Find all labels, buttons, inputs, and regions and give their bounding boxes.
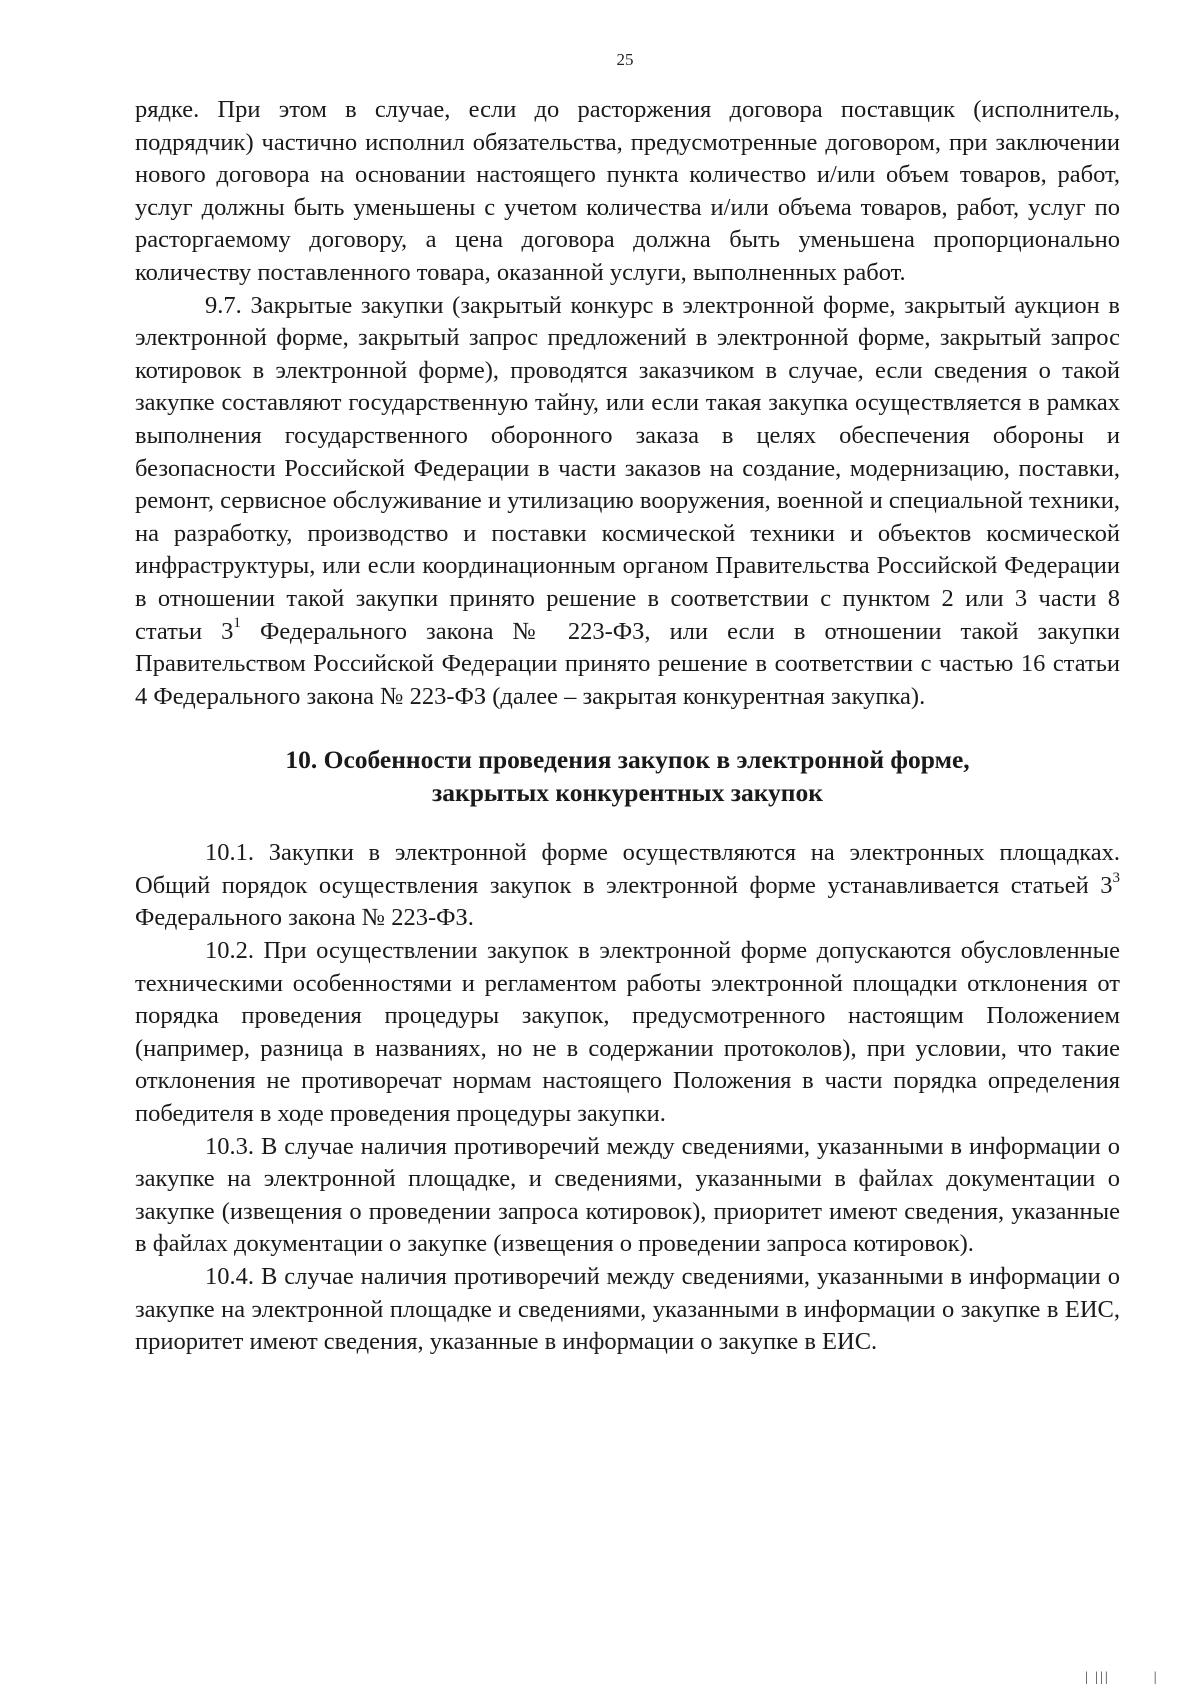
- paragraph-9-7-superscript: 1: [233, 615, 241, 632]
- paragraph-10-1: [135, 837, 1120, 935]
- paragraph-10-4: 10.4. В случае наличия противоречий между сведениями, указанными в информации о закупке на электронной площадке и сведениями, указанными в информации о закупке в ЕИС, приоритет имеют сведения, указанные в информации о закупке в ЕИС.: [135, 1263, 1120, 1356]
- paragraph-9-7: [135, 290, 1120, 714]
- paragraph-10-1-text-after: Федерального закона № 223-ФЗ.: [135, 904, 474, 932]
- paragraph-continuation: рядке. При этом в случае, если до расторжения договора поставщик (исполнитель, подрядчик) частично исполнил обязательства, предусмотренные договором, при заключении нового договора на основании настоящего пункта количество и/или объем товаров, работ, услуг должны быть уменьшены с учетом количества и/или объема товаров, работ, услуг по расторгаемому договору, а цена договора должна быть уменьшена пропорционально количеству поставленного товара, оказанной услуги, выполненных работ.: [135, 96, 1120, 286]
- section-10-title-line1: 10. Особенности проведения закупок в электронной форме,: [285, 745, 970, 775]
- section-10-title: [135, 743, 1120, 809]
- paragraph-9-7-text-before: 9.7. Закрытые закупки (закрытый конкурс в электронной форме, закрытый аукцион в электронной форме, закрытый запрос предложений в электронной форме, закрытый запрос котировок в электронной форме), проводятся заказчиком в случае, если сведения о такой закупке составляют государственную тайну, или если такая закупка осуществляется в рамках выполнения государственного оборонного заказа в целях обеспечения обороны и безопасности Российской Федерации в части заказов на создание, модернизацию, поставки, ремонт, сервисное обслуживание и утилизацию вооружения, военной и специальной техники, на разработку, производство и поставки космической техники и объектов космической инфраструктуры, или если координационным органом Правительства Российской Федерации в отношении такой закупки принято решение в соответствии с пунктом 2 или 3 части 8 статьи 3: [135, 291, 1120, 645]
- paragraph-10-3: 10.3. В случае наличия противоречий между сведениями, указанными в информации о закупке на электронной площадке, и сведениями, указанными в файлах документации о закупке (извещения о проведении запроса котировок), приоритет имеют сведения, указанные в файлах документации о закупке (извещения о проведении запроса котировок).: [135, 1132, 1120, 1258]
- section-10-title-line2: закрытых конкурентных закупок: [432, 778, 823, 808]
- paragraph-10-1-text-before: 10.1. Закупки в электронной форме осуществляются на электронных площадках. Общий порядок осуществления закупок в электронной форме устанавливается статьей 3: [135, 839, 1120, 899]
- scan-artifact-marks: | ||| |: [1085, 1670, 1159, 1685]
- paragraph-9-7-text-after: Федерального закона № 223-ФЗ, или если в отношении такой закупки Правительством Российской Федерации принято решение в соответствии с частью 16 статьи 4 Федерального закона № 223-ФЗ (далее – закрытая конкурентная закупка).: [135, 617, 1120, 710]
- page-number: 25: [616, 50, 634, 69]
- paragraph-10-1-superscript: 3: [1112, 869, 1120, 886]
- paragraph-10-2: 10.2. При осуществлении закупок в электронной форме допускаются обусловленные техническими особенностями и регламентом работы электронной площадки отклонения от порядка проведения процедуры закупок, предусмотренного настоящим Положением (например, разница в названиях, но не в содержании протоколов), при условии, что такие отклонения не противоречат нормам настоящего Положения в части порядка определения победителя в ходе проведения процедуры закупки.: [135, 937, 1120, 1128]
- page-content: [135, 94, 1120, 1359]
